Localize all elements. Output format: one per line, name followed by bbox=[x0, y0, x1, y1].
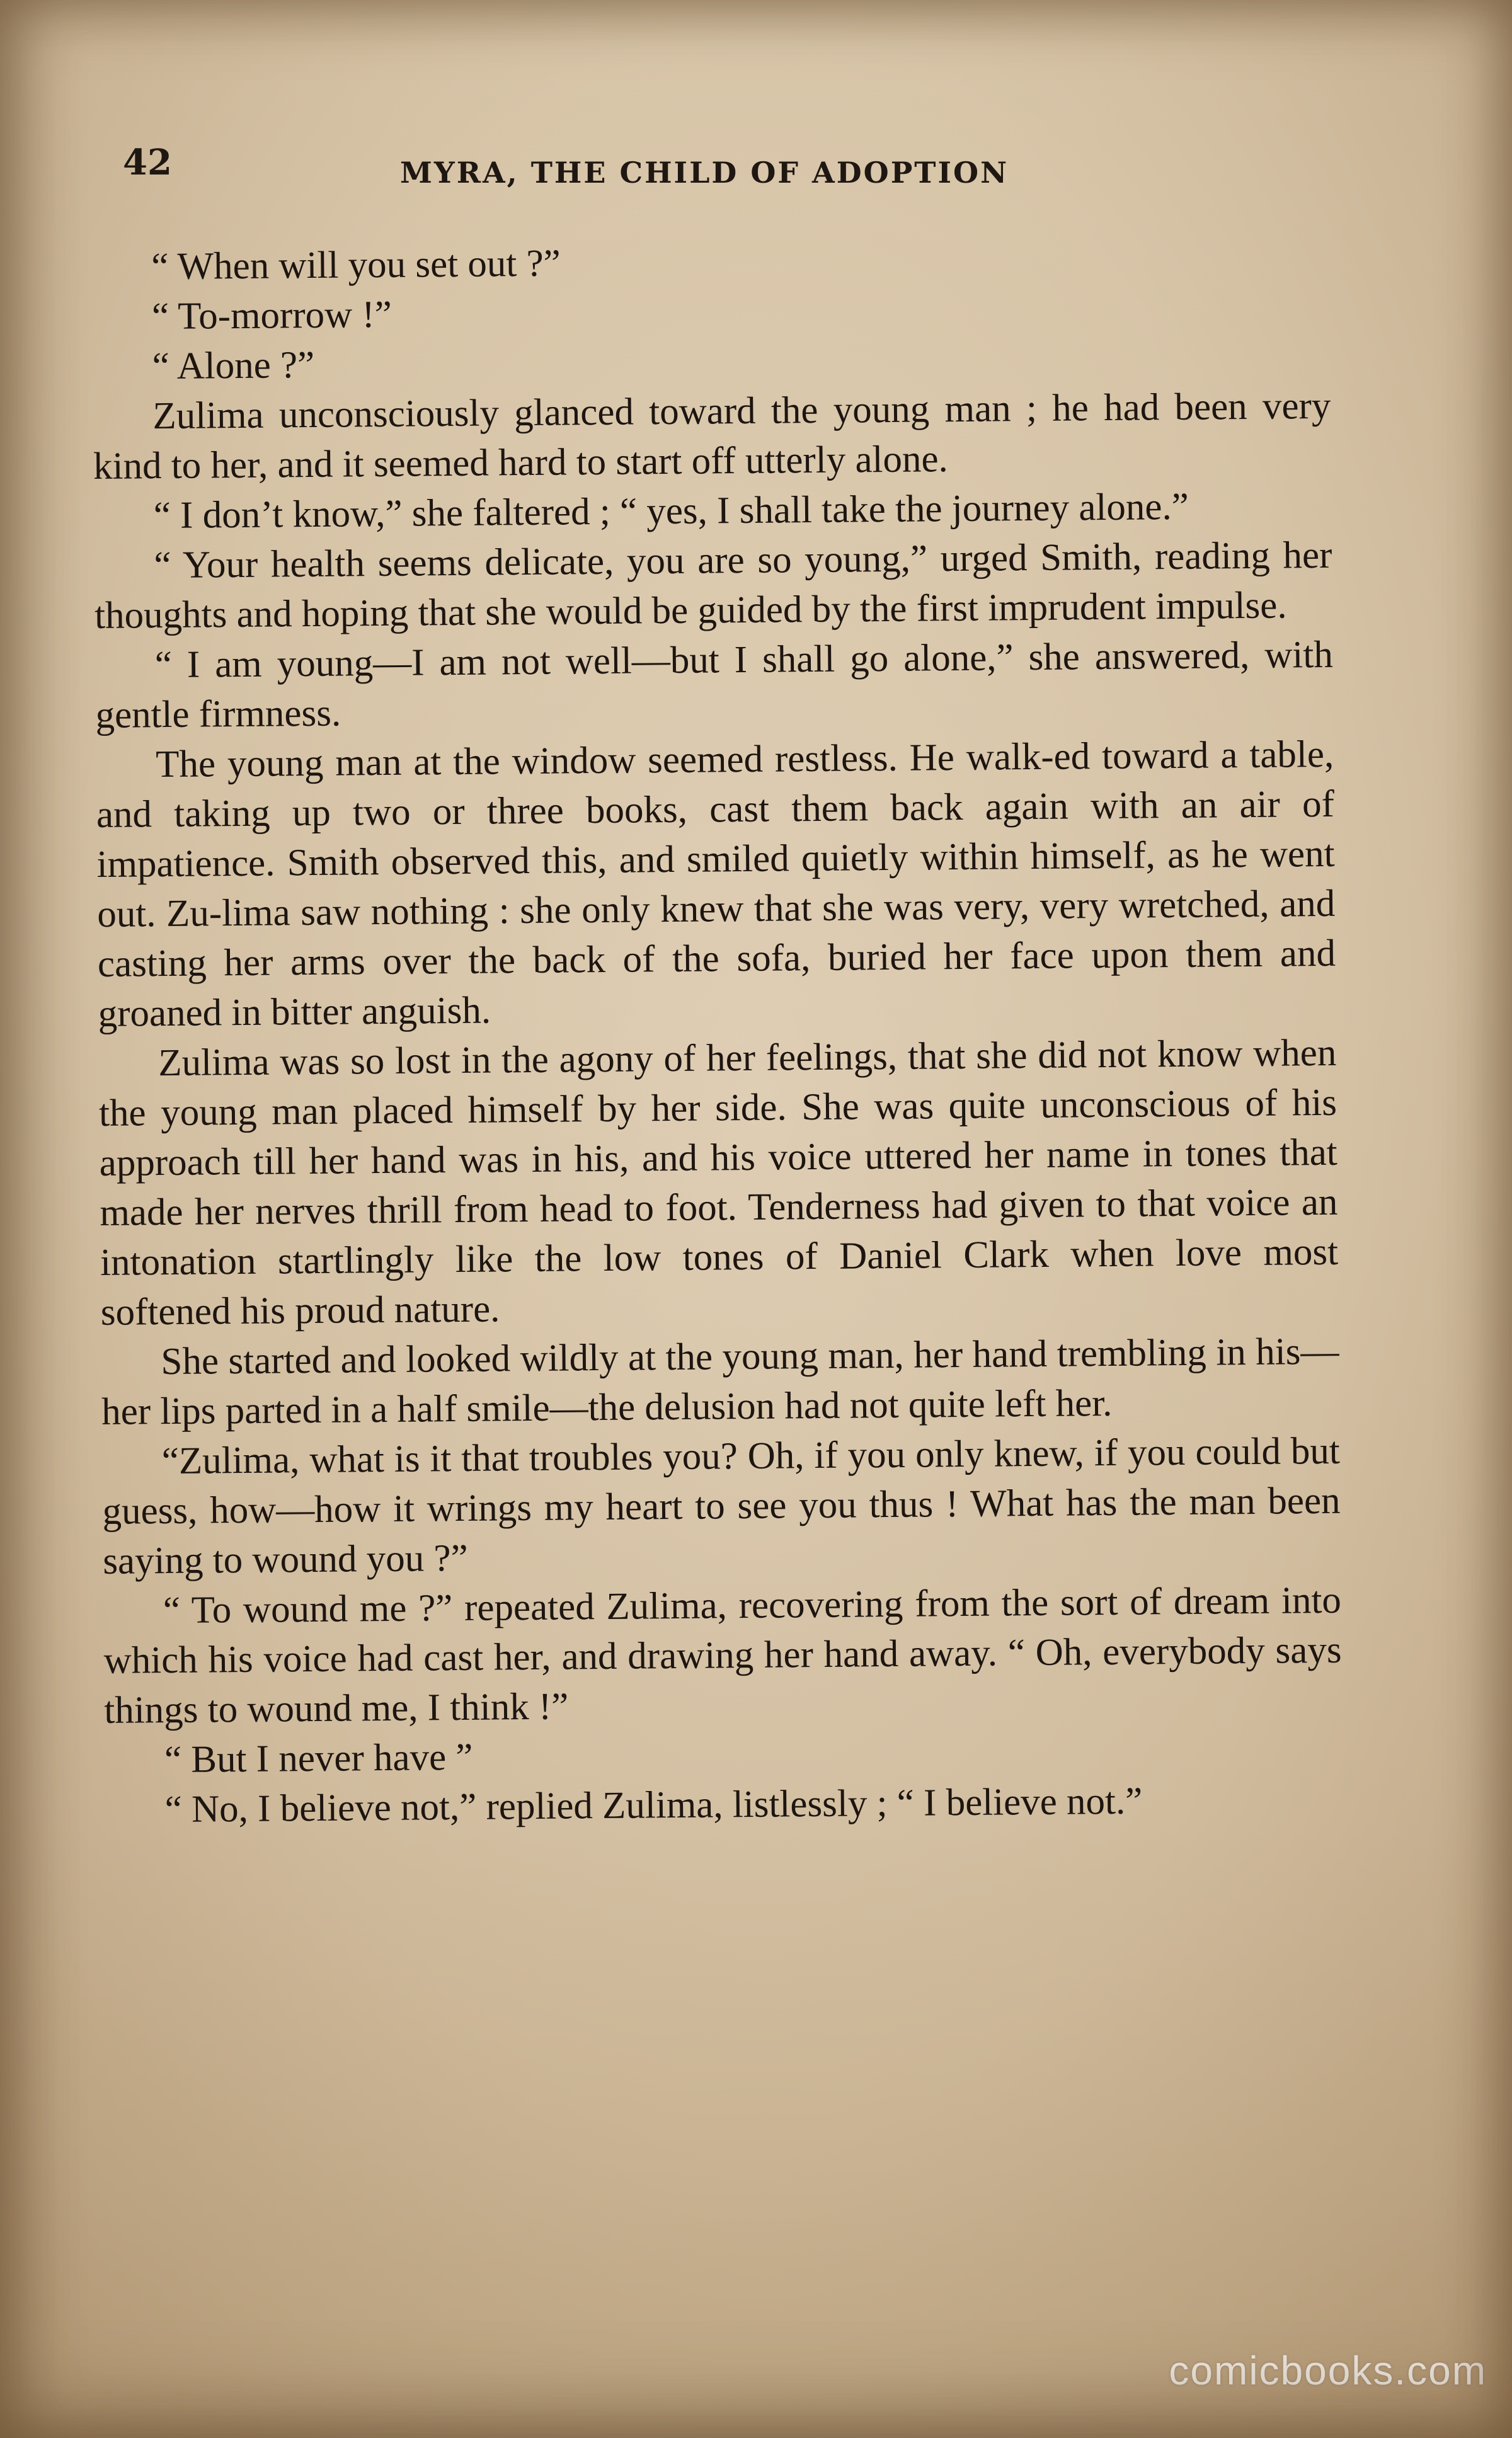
paragraph: “ When will you set out ?” bbox=[151, 242, 561, 289]
paragraph: Zulima unconsciously glanced toward the young man ; he had been very kind to her, and it seemed hard to start off utterly alone. bbox=[93, 384, 1331, 488]
body-text bbox=[91, 232, 1343, 1835]
paragraph: The young man at the window seemed restless. He walk-ed toward a table, and taking up two or three books, cast them back again with an air of impatience. Smith observed this, and smiled quietly within himself, as he went out. Zu-lima saw nothing : she only knew that she was very, very wretched, and casting her arms over the back of the sofa, buried her face upon them and groaned in bitter anguish. bbox=[96, 733, 1336, 1035]
paragraph: “ I don’t know,” she faltered ; “ yes, I shall take the journey alone.” bbox=[153, 485, 1189, 537]
paragraph: “ Alone ?” bbox=[152, 343, 315, 388]
paragraph: “Zulima, what is it that troubles you? Oh, if you only knew, if you could but guess, how—how it wrings my heart to see you thus ! What has the man been saying to wound you ?” bbox=[102, 1429, 1341, 1582]
page-header bbox=[123, 142, 1049, 198]
paragraph: “ To wound me ?” repeated Zulima, recovering from the sort of dream into which his voice had cast her, and drawing her hand away. “ Oh, everybody says things to wound me, I think !” bbox=[103, 1579, 1342, 1732]
watermark: comicbooks.com bbox=[1169, 2348, 1487, 2393]
paragraph: “ Your health seems delicate, you are so young,” urged Smith, reading her thoughts and hoping that she would be guided by the first imprudent impulse. bbox=[94, 534, 1332, 637]
running-head: MYRA, THE CHILD OF ADOPTION bbox=[400, 156, 1009, 190]
paragraph: “ No, I believe not,” replied Zulima, listlessly ; “ I believe not.” bbox=[164, 1780, 1143, 1831]
paragraph: “ But I never have ” bbox=[164, 1736, 473, 1782]
paragraph: She started and looked wildly at the young man, her hand trembling in his—her lips parted in a half smile—the delusion had not quite left her. bbox=[101, 1330, 1339, 1433]
paragraph: Zulima was so lost in the agony of her feelings, that she did not know when the young man placed himself by her side. She was quite unconscious of his approach till her hand was in his, and his voice uttered her name in tones that made her nerves thrill from head to foot. Tenderness had given to that voice an intonation startlingly like the low tones of Daniel Clark when love most softened his proud nature. bbox=[98, 1031, 1339, 1334]
page-number: 42 bbox=[123, 142, 172, 183]
paragraph: “ To-morrow !” bbox=[151, 293, 392, 338]
paragraph: “ I am young—I am not well—but I shall go alone,” she answered, with gentle firmness. bbox=[95, 633, 1334, 736]
